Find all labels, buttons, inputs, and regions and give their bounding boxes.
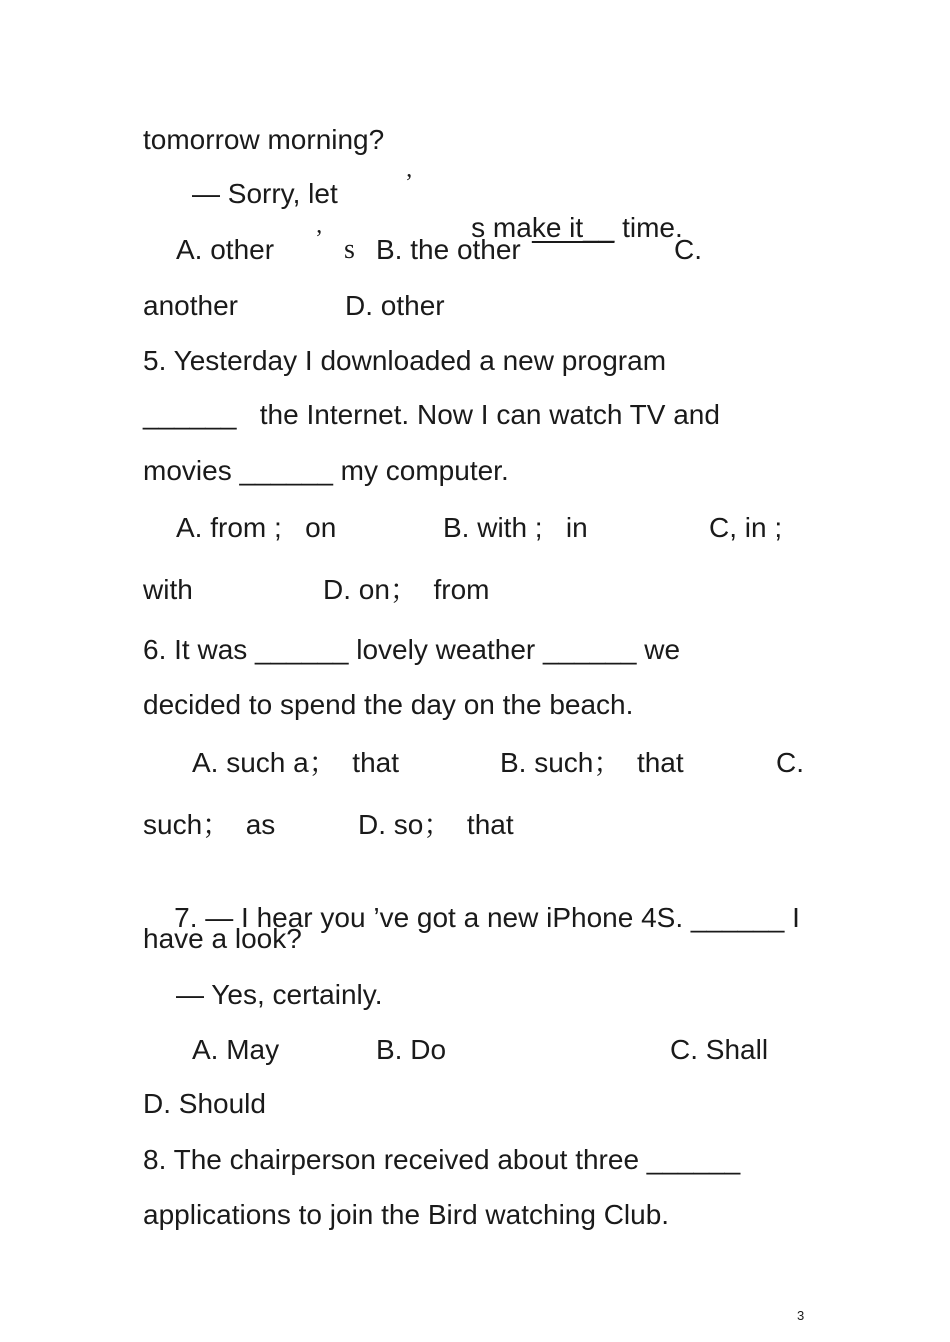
option-b: B. such； that [500, 747, 684, 778]
text-line: applications to join the Bird watching Club. [143, 1199, 670, 1230]
question-6: 6. It was ______ lovely weather ______ we [143, 634, 681, 665]
text-line: have a look? [143, 923, 302, 954]
option-d: D. Should [143, 1088, 266, 1119]
text-fragment: s ma [471, 212, 532, 243]
option-a: A. other [176, 234, 275, 265]
option-d: D. so； that [358, 809, 514, 840]
page-number: 3 [797, 1308, 805, 1323]
option-d: D. on； from [323, 574, 490, 605]
option-c: C. [776, 747, 804, 778]
option-c: C. [674, 234, 702, 265]
option-c: C, in ; [709, 512, 783, 543]
text-line: movies ______ my computer. [143, 455, 509, 486]
apostrophe-mark: ’ [315, 226, 323, 252]
blank-underline: ke it__ [531, 212, 615, 243]
text-line: — Sorry, let [192, 178, 338, 209]
text-fragment: 7. — I hear you [174, 902, 374, 933]
apostrophe-mark: ’ [405, 170, 413, 196]
text-fragment: time. [614, 212, 683, 243]
text-line: such； as [143, 809, 276, 840]
option-a: A. May [192, 1034, 280, 1065]
text-line: — Yes, certainly. [176, 979, 383, 1010]
option-a: A. from ; on [176, 512, 337, 543]
option-b: B. with ; in [443, 512, 588, 543]
text-fragment: ’ve got a new iPhone 4S. ______ I [373, 902, 800, 933]
text-line: another [143, 290, 238, 321]
option-a: A. such a； that [192, 747, 399, 778]
option-b: B. Do [376, 1034, 447, 1065]
text-line: with [143, 574, 193, 605]
text-line: decided to spend the day on the beach. [143, 689, 634, 720]
question-5: 5. Yesterday I downloaded a new program [143, 345, 667, 376]
text-line: tomorrow morning? [143, 124, 385, 155]
text-line: ______ the Internet. Now I can watch TV and [143, 399, 720, 430]
option-c: C. Shall [670, 1034, 769, 1065]
text-fragment: s [344, 234, 355, 265]
question-8: 8. The chairperson received about three ______ [143, 1144, 741, 1175]
option-b: B. the other [376, 234, 521, 265]
option-d: D. other [345, 290, 445, 321]
